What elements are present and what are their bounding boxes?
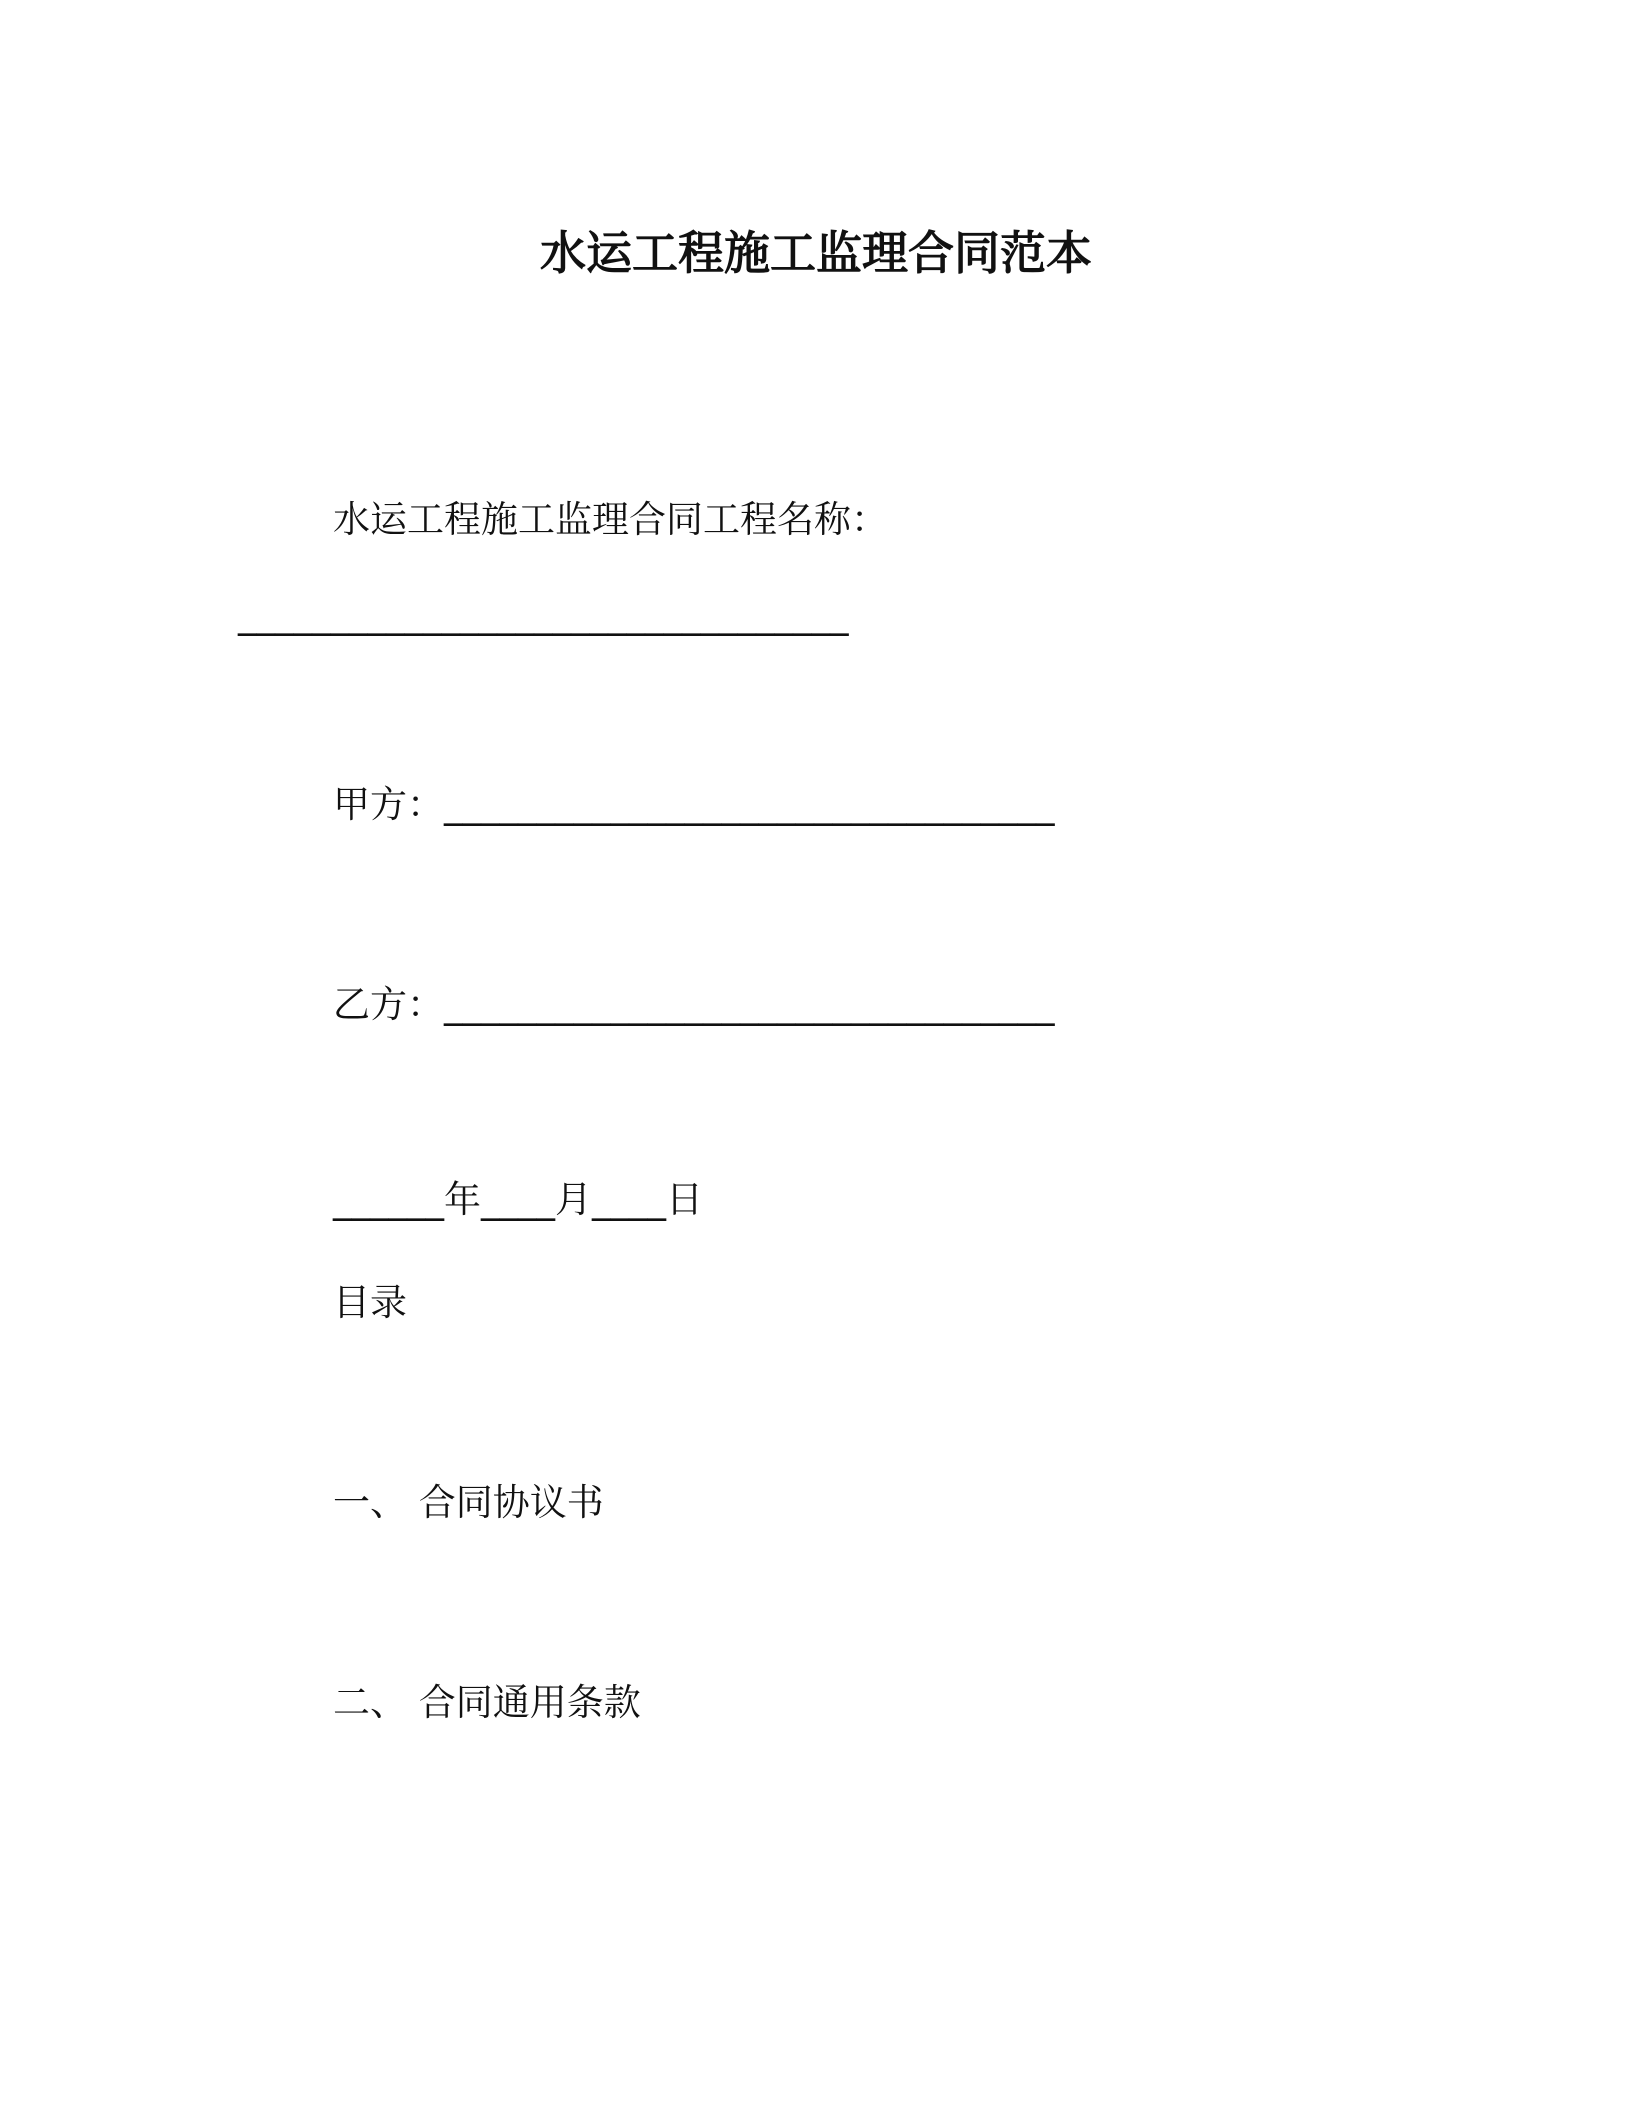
toc-item: 二、 合同通用条款 — [333, 1681, 641, 1724]
document-title: 水运工程施工监理合同范本 — [540, 226, 1092, 280]
toc-item: 一、 合同协议书 — [333, 1481, 604, 1524]
date-line: ______年____月____日 — [333, 1178, 703, 1221]
toc-heading: 目录 — [333, 1281, 407, 1324]
party-a-line: 甲方：_________________________________ — [333, 783, 1055, 826]
project-name-blank: _________________________________ — [238, 593, 849, 636]
project-name-label: 水运工程施工监理合同工程名称： — [333, 498, 888, 541]
party-b-line: 乙方：_________________________________ — [333, 983, 1055, 1026]
